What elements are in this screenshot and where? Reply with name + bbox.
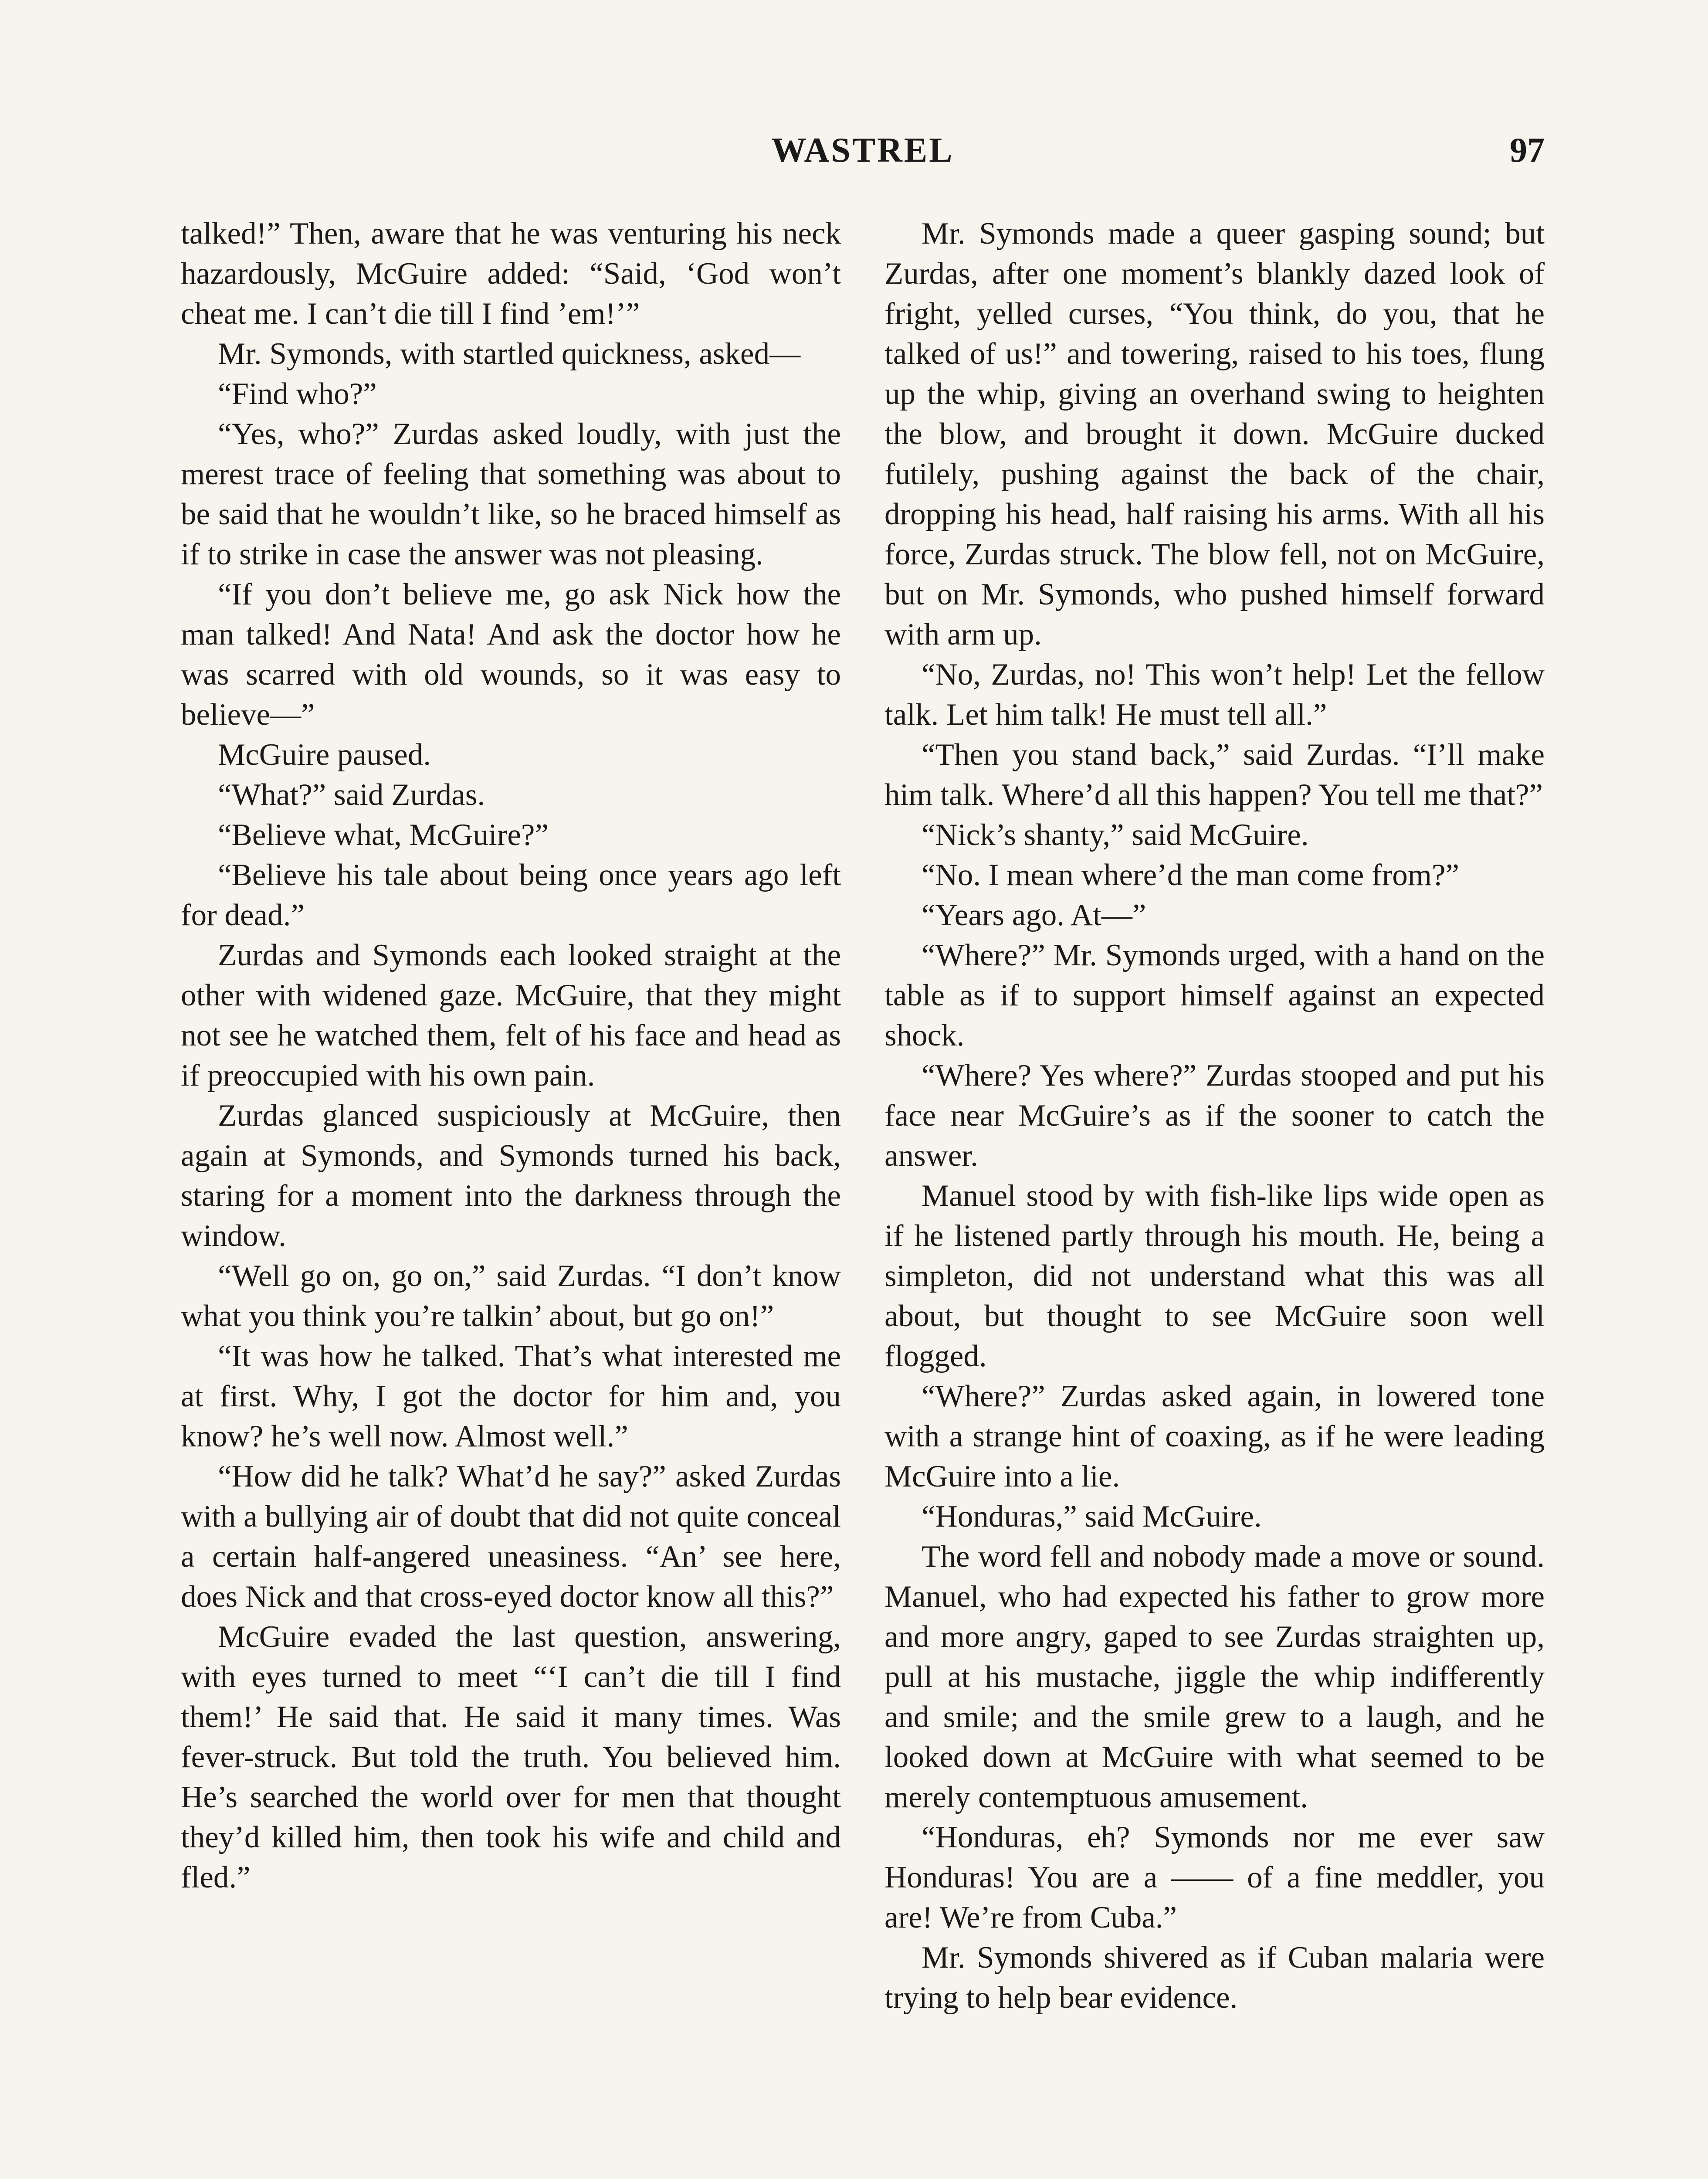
paragraph: “Honduras, eh? Symonds nor me ever saw Honduras! You are a —— of a fine meddler, you are! We’re from Cuba.” — [884, 1820, 1545, 1935]
paragraph: “Where?” Mr. Symonds urged, with a hand on the table as if to support himself against an expected shock. — [884, 938, 1545, 1052]
page-number: 97 — [1510, 131, 1545, 170]
paragraph: “Where?” Zurdas asked again, in lowered tone with a strange hint of coaxing, as if he were leading McGuire into a lie. — [884, 1379, 1545, 1493]
paragraph: McGuire evaded the last question, answering, with eyes turned to meet “‘I can’t die till I find them!’ He said that. He said it many times. Was fever-struck. But told the truth. You believed him. He’s searched the world over for men that thought they’d killed him, then took his wife and child and fled.” — [181, 1620, 841, 1894]
paragraph: “Believe what, McGuire?” — [218, 818, 549, 852]
paragraph: Mr. Symonds, with startled quickness, asked— — [218, 337, 801, 371]
paragraph: Mr. Symonds made a queer gasping sound; but Zurdas, after one moment’s blankly dazed look of fright, yelled curses, “You think, do you, that he talked of us!” and towering, raised to his toes, flung up the whip, giving an overhand swing to heighten the blow, and brought it down. McGuire ducked futilely, pushing against the back of the chair, dropping his head, half raising his arms. With all his force, Zurdas struck. The blow fell, not on McGuire, but on Mr. Symonds, who pushed himself forward with arm up. — [884, 217, 1545, 652]
paragraph: “How did he talk? What’d he say?” asked Zurdas with a bullying air of doubt that did not quite conceal a certain half-angered uneasiness. “An’ see here, does Nick and that cross-eyed doctor know all this?” — [181, 1459, 841, 1614]
paragraph: Mr. Symonds shivered as if Cuban malaria were trying to help bear evidence. — [884, 1941, 1545, 2015]
right-text-column — [884, 214, 1545, 2018]
paragraph: “Where? Yes where?” Zurdas stooped and put his face near McGuire’s as if the sooner to catch the answer. — [884, 1059, 1545, 1173]
paragraph: “Believe his tale about being once years ago left for dead.” — [181, 858, 841, 932]
paragraph: “What?” said Zurdas. — [218, 778, 485, 812]
paragraph: Zurdas and Symonds each looked straight at the other with widened gaze. McGuire, that they might not see he watched them, felt of his face and head as if preoccupied with his own pain. — [181, 938, 841, 1093]
paragraph: “Yes, who?” Zurdas asked loudly, with just the merest trace of feeling that something was about to be said that he wouldn’t like, so he braced himself as if to strike in case the answer was not pleasing. — [181, 417, 841, 571]
paragraph: Zurdas glanced suspiciously at McGuire, then again at Symonds, and Symonds turned his back, staring for a moment into the darkness through the window. — [181, 1099, 841, 1253]
paragraph: “Well go on, go on,” said Zurdas. “I don’t know what you think you’re talkin’ about, but go on!” — [181, 1259, 841, 1333]
paragraph: “Honduras,” said McGuire. — [922, 1500, 1262, 1534]
paragraph: “It was how he talked. That’s what interested me at first. Why, I got the doctor for him and, you know? he’s well now. Almost well.” — [181, 1339, 841, 1453]
paragraph: “If you don’t believe me, go ask Nick how the man talked! And Nata! And ask the doctor how he was scarred with old wounds, so it was easy to believe—” — [181, 577, 841, 732]
paragraph: “No. I mean where’d the man come from?” — [922, 858, 1460, 892]
chapter-title: WASTREL — [771, 131, 954, 170]
paragraph: “Nick’s shanty,” said McGuire. — [922, 818, 1309, 852]
running-head — [181, 126, 1545, 174]
paragraph: The word fell and nobody made a move or sound. Manuel, who had expected his father to grow more and more angry, gaped to see Zurdas straighten up, pull at his mustache, jiggle the whip indifferently and smile; and the smile grew to a laugh, and he looked down at McGuire with what seemed to be merely contemptuous amusement. — [884, 1540, 1545, 1814]
paragraph: “Find who?” — [218, 377, 377, 411]
paragraph: “Then you stand back,” said Zurdas. “I’ll make him talk. Where’d all this happen? You tell me that?” — [884, 738, 1545, 812]
paragraph: McGuire paused. — [218, 738, 431, 772]
paragraph: Manuel stood by with fish-like lips wide open as if he listened partly through his mouth. He, being a simpleton, did not understand what this was all about, but thought to see McGuire soon well flogged. — [884, 1179, 1545, 1373]
paragraph: “Years ago. At—” — [922, 898, 1146, 932]
paragraph: “No, Zurdas, no! This won’t help! Let the fellow talk. Let him talk! He must tell all.” — [884, 658, 1545, 732]
left-text-column — [181, 214, 841, 1897]
paragraph: talked!” Then, aware that he was venturing his neck hazardously, McGuire added: “Said, ‘God won’t cheat me. I can’t die till I find ’em!’” — [181, 217, 841, 331]
